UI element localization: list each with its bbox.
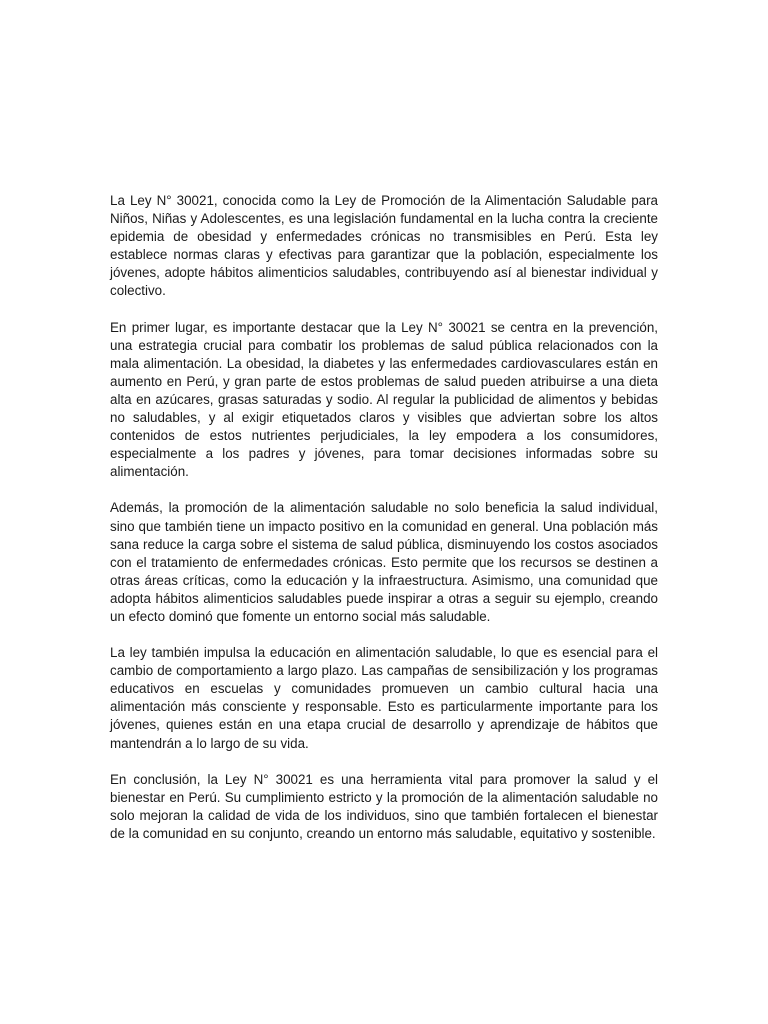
paragraph-conclusion: En conclusión, la Ley N° 30021 es una herramienta vital para promover la salud y el bienestar en Perú. Su cumplimiento estricto y la promoción de la alimentación saludable no solo mejoran la calidad de vida de los individuos, sino que también fortalecen el bienestar de la comunidad en su conjunto, creando un entorno más saludable, equitativo y sostenible.: [110, 771, 658, 841]
paragraph-introduction: La Ley N° 30021, conocida como la Ley de Promoción de la Alimentación Saludable para Niños, Niñas y Adolescentes, es una legislación fundamental en la lucha contra la creciente epidemia de obesidad y enfermedades crónicas no transmisibles en Perú. Esta ley establece normas claras y efectivas para garantizar que la población, especialmente los jóvenes, adopte hábitos alimenticios saludables, contribuyendo así al bienestar individual y colectivo.: [110, 193, 658, 299]
document-body: [110, 192, 658, 861]
paragraph-education: La ley también impulsa la educación en alimentación saludable, lo que es esencial para el cambio de comportamiento a largo plazo. Las campañas de sensibilización y los programas educativos en escuelas y comunidades promueven un cambio cultural hacia una alimentación más consciente y responsable. Esto es particularmente importante para los jóvenes, quienes están en una etapa crucial de desarrollo y aprendizaje de hábitos que mantendrán a lo largo de su vida.: [110, 645, 658, 751]
paragraph-community-impact: Además, la promoción de la alimentación saludable no solo beneficia la salud individual, sino que también tiene un impacto positivo en la comunidad en general. Una población más sana reduce la carga sobre el sistema de salud pública, disminuyendo los costos asociados con el tratamiento de enfermedades crónicas. Esto permite que los recursos se destinen a otras áreas críticas, como la educación y la infraestructura. Asimismo, una comunidad que adopta hábitos alimenticios saludables puede inspirar a otras a seguir su ejemplo, creando un efecto dominó que fomente un entorno social más saludable.: [110, 500, 658, 624]
paragraph-prevention: En primer lugar, es importante destacar que la Ley N° 30021 se centra en la prevención, una estrategia crucial para combatir los problemas de salud pública relacionados con la mala alimentación. La obesidad, la diabetes y las enfermedades cardiovasculares están en aumento en Perú, y gran parte de estos problemas de salud pueden atribuirse a una dieta alta en azúcares, grasas saturadas y sodio. Al regular la publicidad de alimentos y bebidas no saludables, y al exigir etiquetados claros y visibles que adviertan sobre los altos contenidos de estos nutrientes perjudiciales, la ley empodera a los consumidores, especialmente a los padres y jóvenes, para tomar decisiones informadas sobre su alimentación.: [110, 319, 658, 480]
